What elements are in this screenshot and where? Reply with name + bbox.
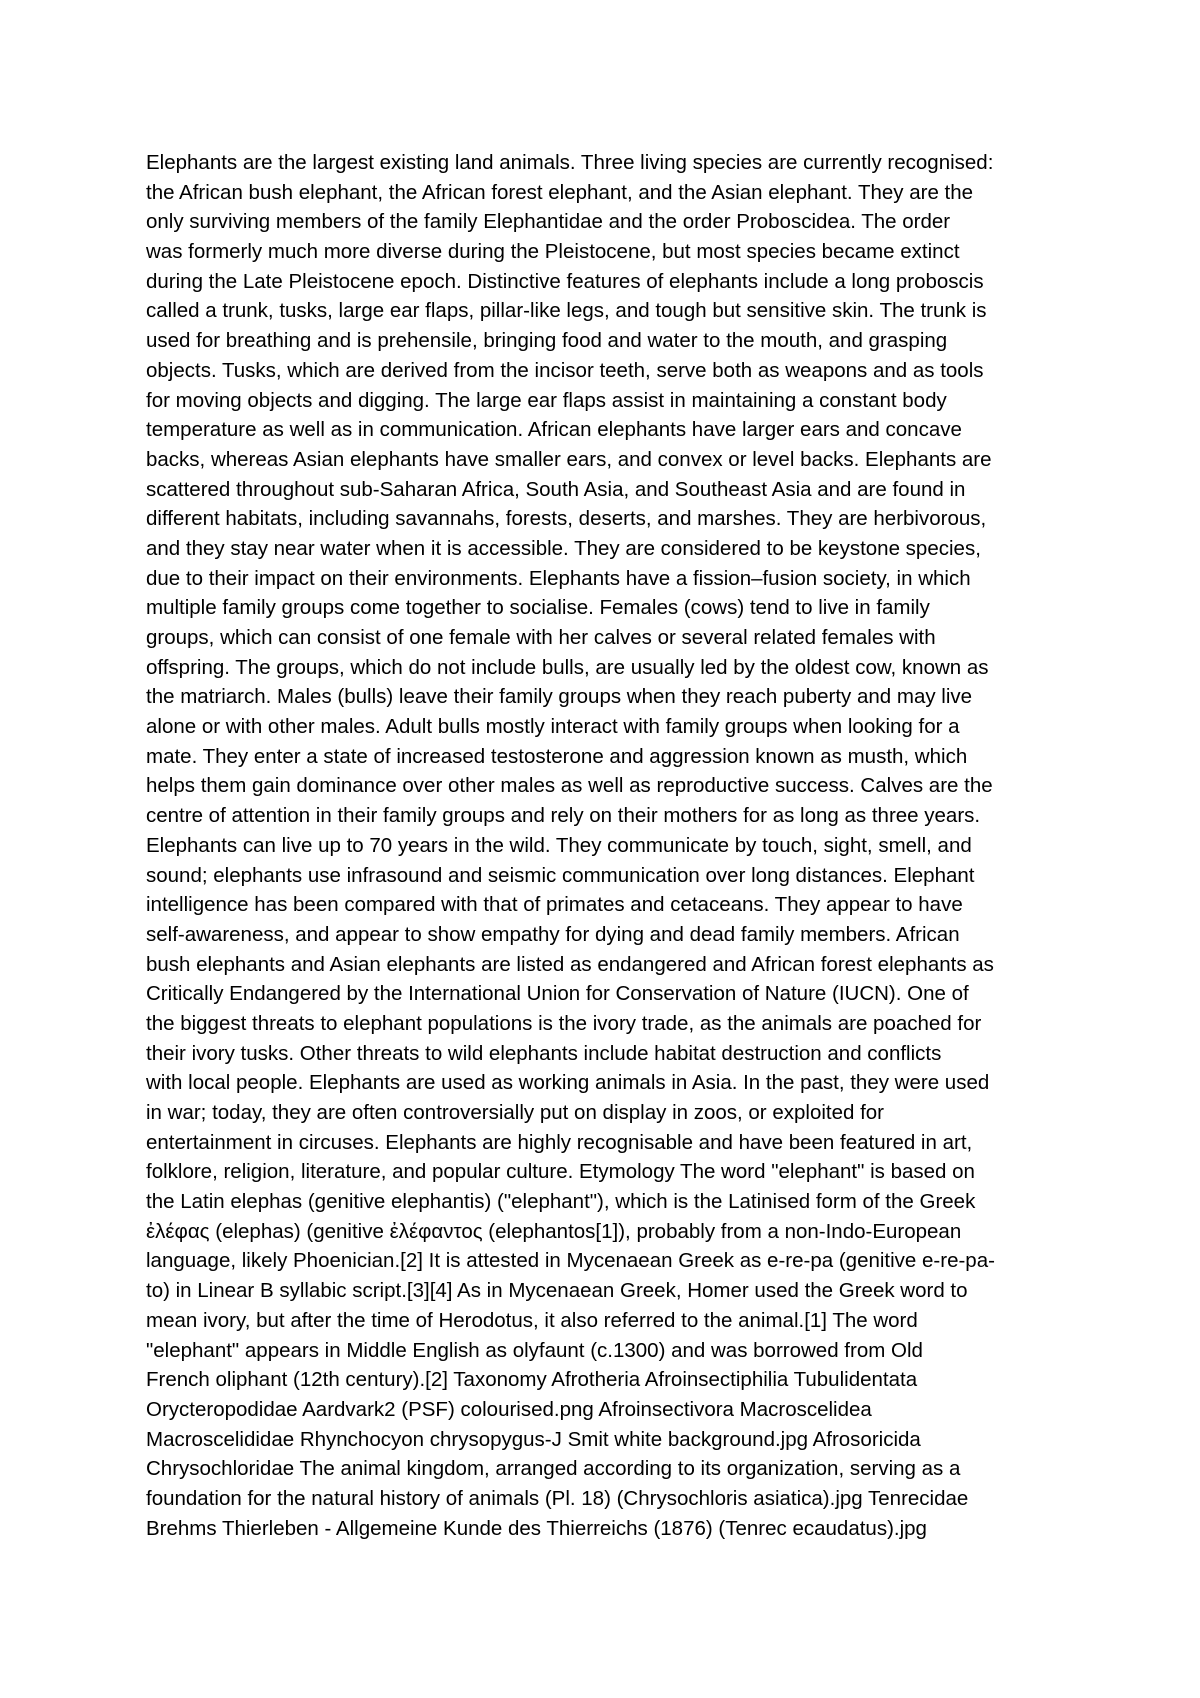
text-line: objects. Tusks, which are derived from the incisor teeth, serve both as weapons and as tools: [146, 358, 984, 382]
text-line: multiple family groups come together to socialise. Females (cows) tend to live in family: [146, 596, 930, 620]
text-line: with local people. Elephants are used as working animals in Asia. In the past, they were used: [146, 1071, 990, 1095]
text-line: bush elephants and Asian elephants are listed as endangered and African forest elephants as: [146, 952, 994, 976]
text-line: "elephant" appears in Middle English as olyfaunt (c.1300) and was borrowed from Old: [146, 1338, 923, 1362]
text-line: only surviving members of the family Elephantidae and the order Proboscidea. The order: [146, 210, 951, 234]
text-line: and they stay near water when it is accessible. They are considered to be keystone species,: [146, 536, 981, 560]
text-line: during the Late Pleistocene epoch. Distinctive features of elephants include a long proboscis: [146, 269, 984, 293]
text-line: different habitats, including savannahs, forests, deserts, and marshes. They are herbivorous,: [146, 507, 987, 531]
text-line: sound; elephants use infrasound and seismic communication over long distances. Elephant: [146, 863, 975, 887]
text-line: for moving objects and digging. The large ear flaps assist in maintaining a constant body: [146, 388, 947, 412]
text-line: mate. They enter a state of increased testosterone and aggression known as musth, which: [146, 744, 968, 768]
text-line: the African bush elephant, the African forest elephant, and the Asian elephant. They are the: [146, 180, 974, 204]
text-line: offspring. The groups, which do not include bulls, are usually led by the oldest cow, known as: [146, 655, 989, 679]
text-line: entertainment in circuses. Elephants are highly recognisable and have been featured in art,: [146, 1130, 973, 1154]
text-line: Brehms Thierleben - Allgemeine Kunde des Thierreichs (1876) (Tenrec ecaudatus).jpg: [146, 1516, 927, 1540]
text-line: their ivory tusks. Other threats to wild elephants include habitat destruction and conflicts: [146, 1041, 942, 1065]
text-line: centre of attention in their family groups and rely on their mothers for as long as three years.: [146, 804, 981, 828]
text-line: intelligence has been compared with that of primates and cetaceans. They appear to have: [146, 893, 963, 917]
text-line: called a trunk, tusks, large ear flaps, pillar-like legs, and tough but sensitive skin. The trunk is: [146, 299, 987, 323]
text-line: in war; today, they are often controversially put on display in zoos, or exploited for: [146, 1101, 885, 1124]
text-line: used for breathing and is prehensile, bringing food and water to the mouth, and grasping: [146, 329, 948, 353]
text-line: ἐλέφας (elephas) (genitive ἐλέφαντος (elephantos[1]), probably from a non-Indo-European: [146, 1219, 962, 1243]
text-line: scattered throughout sub-Saharan Africa, South Asia, and Southeast Asia and are found in: [146, 477, 966, 501]
text-line: helps them gain dominance over other males as well as reproductive success. Calves are the: [146, 774, 993, 798]
text-line: language, likely Phoenician.[2] It is attested in Mycenaean Greek as e-re-pa (genitive e-re-pa-: [146, 1249, 995, 1273]
text-line: mean ivory, but after the time of Herodotus, it also referred to the animal.[1] The word: [146, 1308, 918, 1332]
text-line: the Latin elephas (genitive elephantis) ("elephant"), which is the Latinised form of the Greek: [146, 1190, 976, 1214]
text-line: Elephants are the largest existing land animals. Three living species are currently recognised:: [146, 151, 994, 174]
text-line: the matriarch. Males (bulls) leave their family groups when they reach puberty and may live: [146, 685, 973, 709]
text-line: Chrysochloridae The animal kingdom, arranged according to its organization, serving as a: [146, 1457, 961, 1481]
body-paragraph: [146, 148, 1076, 1543]
text-line: foundation for the natural history of animals (Pl. 18) (Chrysochloris asiatica).jpg Tenrecidae: [146, 1486, 969, 1510]
text-line: temperature as well as in communication. African elephants have larger ears and concave: [146, 418, 962, 442]
text-line: folklore, religion, literature, and popular culture. Etymology The word "elephant" is based on: [146, 1160, 975, 1184]
text-line: backs, whereas Asian elephants have smaller ears, and convex or level backs. Elephants are: [146, 447, 992, 471]
text-line: was formerly much more diverse during the Pleistocene, but most species became extinct: [146, 240, 960, 264]
text-line: self-awareness, and appear to show empathy for dying and dead family members. African: [146, 922, 960, 946]
text-line: Macroscelididae Rhynchocyon chrysopygus-J Smit white background.jpg Afrosoricida: [146, 1427, 921, 1451]
text-line: Orycteropodidae Aardvark2 (PSF) colourised.png Afroinsectivora Macroscelidea: [146, 1397, 872, 1421]
text-line: French oliphant (12th century).[2] Taxonomy Afrotheria Afroinsectiphilia Tubulidentata: [146, 1368, 918, 1392]
text-line: to) in Linear B syllabic script.[3][4] As in Mycenaean Greek, Homer used the Greek word to: [146, 1279, 968, 1303]
text-line: alone or with other males. Adult bulls mostly interact with family groups when looking for a: [146, 715, 960, 739]
text-line: due to their impact on their environments. Elephants have a fission–fusion society, in which: [146, 566, 971, 590]
text-line: Critically Endangered by the International Union for Conservation of Nature (IUCN). One of: [146, 982, 969, 1006]
text-line: groups, which can consist of one female with her calves or several related females with: [146, 626, 936, 649]
text-line: the biggest threats to elephant populations is the ivory trade, as the animals are poached for: [146, 1011, 982, 1035]
text-line: Elephants can live up to 70 years in the wild. They communicate by touch, sight, smell, and: [146, 833, 972, 857]
